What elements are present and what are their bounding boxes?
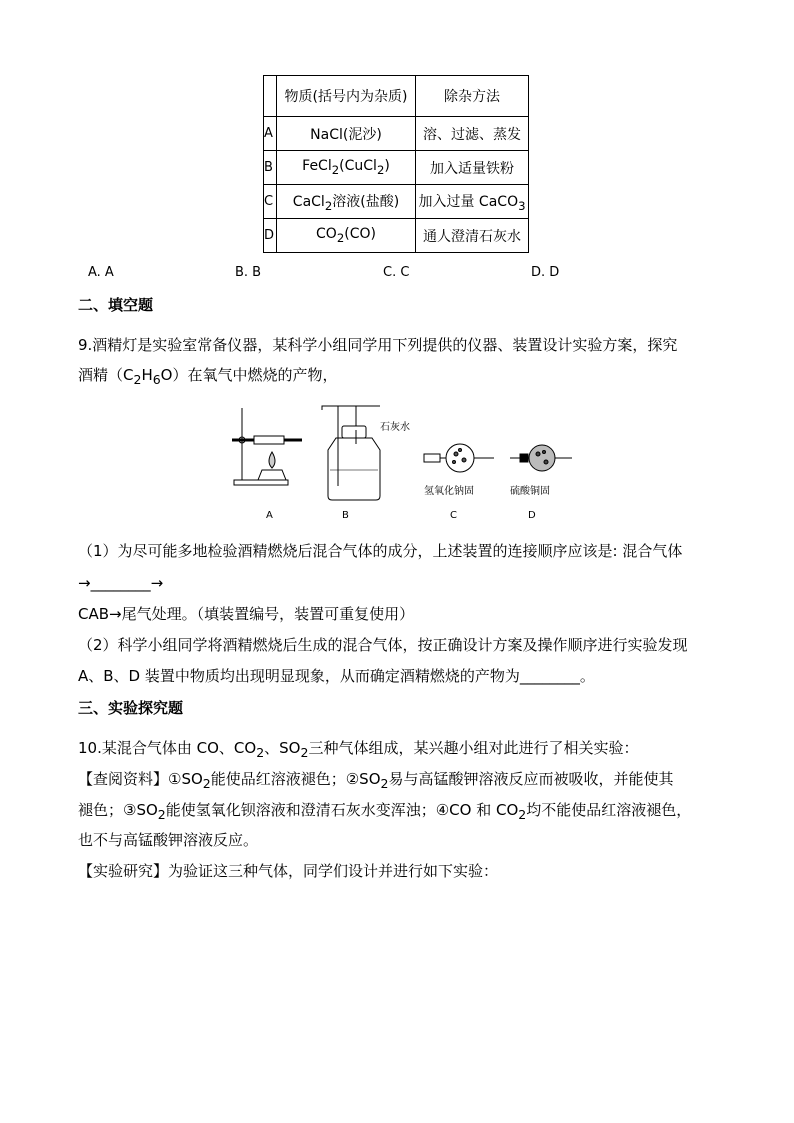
table-header-row [264,76,529,117]
substance-cell: CaCl$_2$溶液(盐酸) [277,185,416,219]
figure-label-c: C [450,510,457,521]
option-b[interactable]: B. B [235,265,262,280]
apparatus-d-icon [510,445,572,471]
q9-stem-line2: 酒精$(C_2H_6O)$在氧气中燃烧的产物， [78,366,338,387]
q10-line1: 10.某混合气体由 CO、$CO_2$、$SO_2$三种气体组成，某兴趣小组对此进行了相关实验： [78,739,639,760]
q9-part1-line3: CAB→尾气处理。（填装置编号，装置可重复使用） [78,605,415,623]
method-cell: 加入过量 CaCO$_3$ [416,185,529,219]
option-d[interactable]: D. D [531,265,560,280]
figure-label-d: D [528,510,536,521]
figure-label-a: A [266,510,273,521]
impurity-table [263,75,529,253]
q10-line4: 也不与高锰酸钾溶液反应。 [78,831,259,849]
table-row [264,151,529,185]
cuso4-label: 硫酸铜固 [510,486,550,497]
q9-part1-line2: →________→ [78,574,164,592]
table-row [264,219,529,253]
option-a[interactable]: A. A [88,265,114,280]
q10-line2: 【查阅资料】$①SO_2$能使品红溶液褪色；$②SO_2$易与高锰酸钾溶液反应而被吸收，并能使其 [78,770,674,791]
method-cell: 通人澄清石灰水 [416,219,529,253]
apparatus-a-icon [232,408,302,485]
naoh-label: 氢氧化钠固 [424,486,474,497]
q9-stem-line1: 9.酒精灯是实验室常备仪器，某科学小组同学用下列提供的仪器、装置设计实验方案，探究 [78,336,678,354]
table-row [264,185,529,219]
figure-label-b: B [342,510,349,521]
substance-cell: NaCl(泥沙) [277,117,416,151]
q9-part1-answer-blank[interactable]: ________ [90,574,151,592]
q9-part2-line1: （2）科学小组同学将酒精燃烧后生成的混合气体，按正确设计方案及操作顺序进行实验发现 [78,636,688,654]
section-heading-fill-blank: 二、填空题 [78,296,154,314]
table-header-cell [264,76,277,117]
option-c[interactable]: C. C [383,265,410,280]
row-label: C [264,185,277,219]
row-label: A [264,117,277,151]
apparatus-b-icon [322,406,380,500]
q10-line5: 【实验研究】为验证这三种气体，同学们设计并进行如下实验： [78,862,499,880]
apparatus-figure [224,400,584,528]
row-label: D [264,219,277,253]
substance-cell: $CO_2(CO)$ [277,219,416,253]
apparatus-c-icon [424,444,494,472]
table-header-cell: 除杂方法 [416,76,529,117]
q9-part1-line1: （1）为尽可能多地检验酒精燃烧后混合气体的成分，上述装置的连接顺序应该是: 混合气体 [78,542,683,560]
substance-cell: FeCl$_2$(CuCl$_2$) [277,151,416,185]
row-label: B [264,151,277,185]
limewater-label: 石灰水 [380,422,410,433]
method-cell: 加入适量铁粉 [416,151,529,185]
q10-line3: 褪色；$③SO_2$能使氢氧化钡溶液和澄清石灰水变浑浊；④CO 和 $CO_2$均不能使品红溶液褪色， [78,801,692,822]
method-cell: 溶、过滤、蒸发 [416,117,529,151]
q9-part2-line2[interactable]: A、B、D 装置中物质均出现明显现象，从而确定酒精燃烧的产物为________。 [78,667,595,685]
table-row [264,117,529,151]
table-header-cell: 物质(括号内为杂质) [277,76,416,117]
section-heading-experiment: 三、实验探究题 [78,699,184,717]
